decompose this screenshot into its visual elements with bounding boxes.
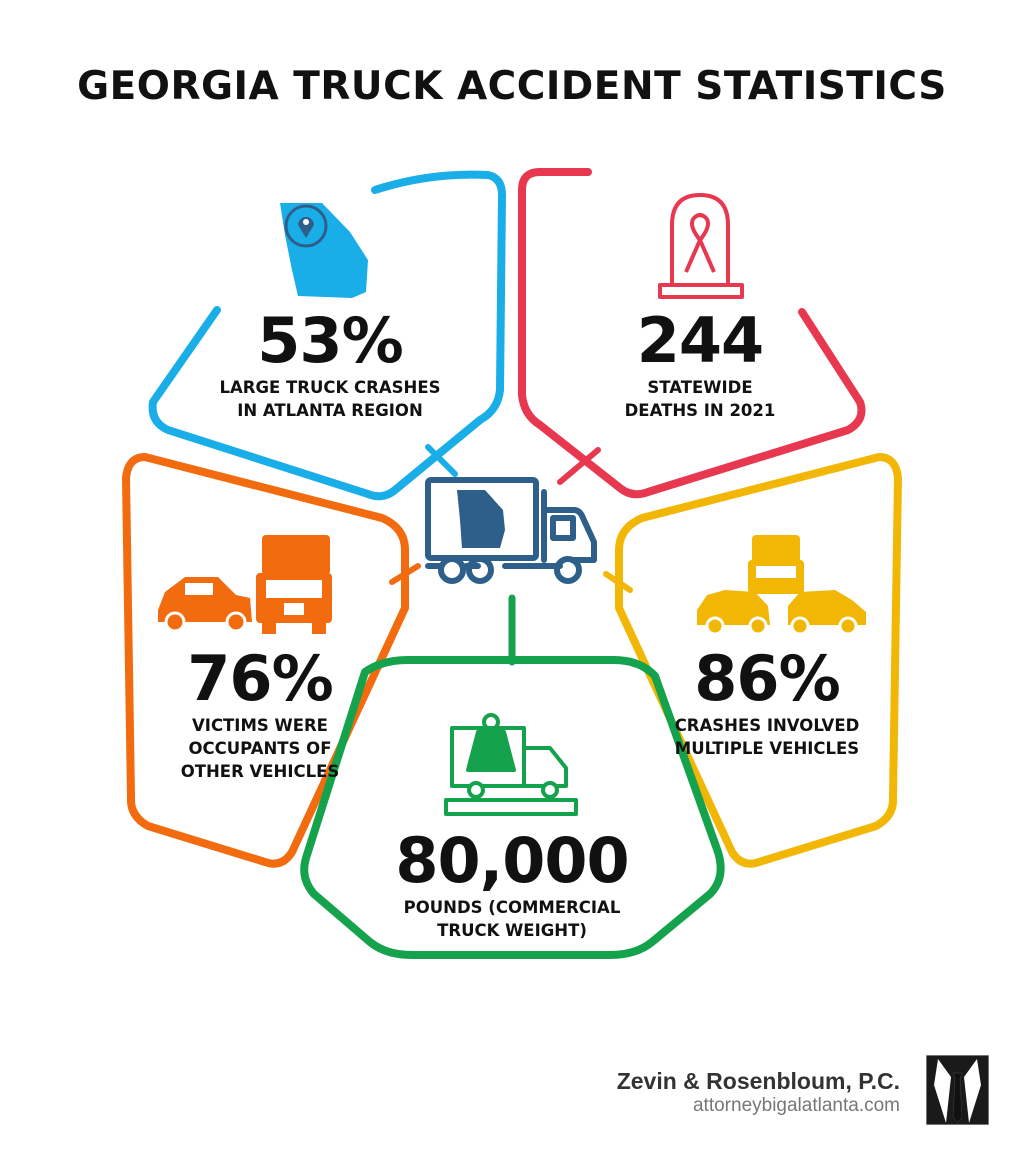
- truck-weight-icon: [446, 715, 576, 814]
- stat-statewide-deaths: [550, 306, 850, 422]
- stat-label-line: DEATHS IN 2021: [624, 401, 776, 420]
- stat-multiple-vehicles: [617, 644, 917, 760]
- stat-label-line: MULTIPLE VEHICLES: [674, 739, 860, 758]
- stat-label-line: OTHER VEHICLES: [180, 762, 340, 781]
- center-truck-georgia-icon: [428, 480, 594, 581]
- stat-label-line: TRUCK WEIGHT): [437, 921, 587, 940]
- stat-value: 244: [636, 304, 764, 377]
- stat-truck-weight: [362, 826, 662, 942]
- multi-vehicle-crash-icon: [697, 535, 866, 634]
- stat-label-line: OCCUPANTS OF: [188, 739, 332, 758]
- page-title: GEORGIA TRUCK ACCIDENT STATISTICS: [77, 64, 947, 109]
- stat-atlanta-crashes: [180, 306, 480, 422]
- stat-label-line: VICTIMS WERE: [192, 716, 328, 735]
- stat-label-line: POUNDS (COMMERCIAL: [403, 898, 621, 917]
- stat-victims-occupants: [110, 644, 410, 783]
- stat-label-line: LARGE TRUCK CRASHES: [219, 378, 441, 397]
- stat-label-line: CRASHES INVOLVED: [674, 716, 860, 735]
- stat-value: 76%: [187, 642, 333, 715]
- stat-value: 53%: [257, 304, 403, 377]
- footer-branding: [617, 1068, 900, 1117]
- stat-label-line: IN ATLANTA REGION: [237, 401, 423, 420]
- memorial-ribbon-icon: [660, 195, 742, 297]
- stat-label-line: STATEWIDE: [647, 378, 753, 397]
- georgia-map-pin-icon: [280, 203, 368, 298]
- car-truck-collision-icon: [158, 535, 332, 634]
- website-text: attorneybigalatlanta.com: [692, 1095, 900, 1116]
- stat-value: 80,000: [395, 824, 629, 897]
- stat-value: 86%: [694, 642, 840, 715]
- firm-name: Zevin & Rosenbloum, P.C.: [616, 1068, 900, 1094]
- suit-tie-logo-icon: [926, 1055, 989, 1125]
